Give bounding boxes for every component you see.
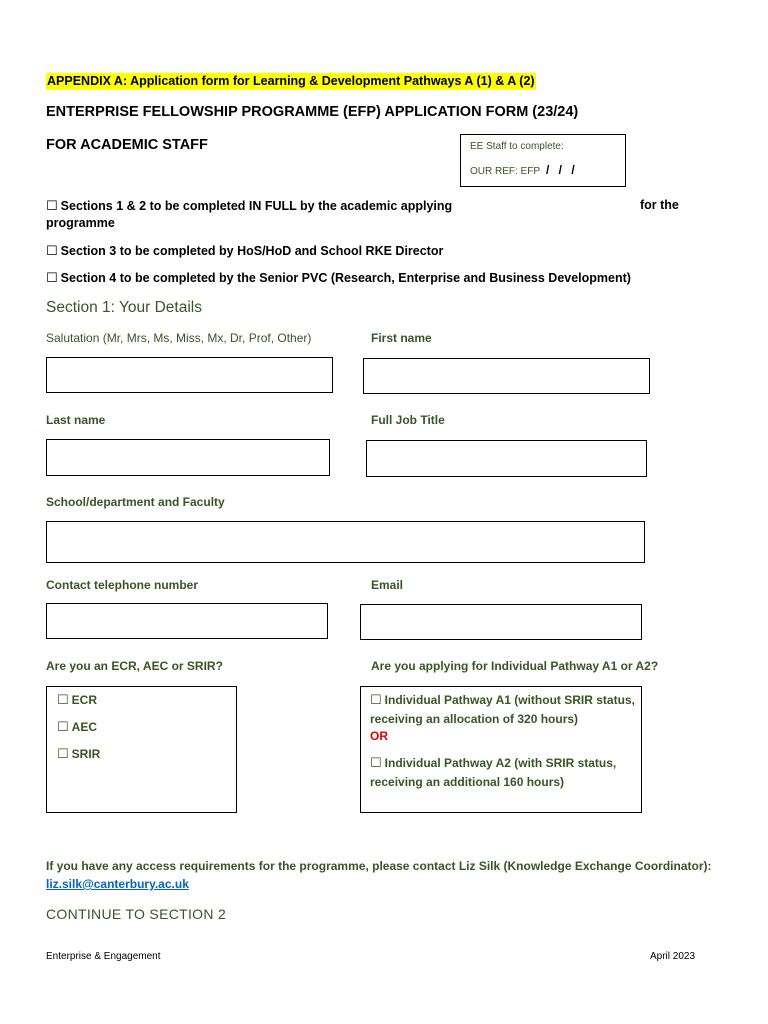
checkbox-icon[interactable]: ☐	[57, 692, 69, 707]
option-aec[interactable]: ☐ AEC	[57, 719, 97, 734]
salutation-label: Salutation (Mr, Mrs, Ms, Miss, Mx, Dr, Prof, Other)	[46, 331, 312, 345]
last-name-field[interactable]	[46, 439, 330, 476]
footer-right: April 2023	[650, 951, 696, 962]
our-ref-line	[470, 163, 578, 177]
section-note-1-tail: for the	[640, 198, 679, 212]
form-title: ENTERPRISE FELLOWSHIP PROGRAMME (EFP) APPLICATION FORM (23/24)	[46, 104, 579, 120]
option-pathway-a1[interactable]: ☐ Individual Pathway A1 (without SRIR status, receiving an allocation of 320 hours)	[370, 692, 635, 726]
option-srir[interactable]: ☐ SRIR	[57, 746, 101, 761]
access-note: If you have any access requirements for the programme, please contact Liz Silk (Knowledge Exchange Coordinator):	[46, 859, 712, 873]
footer-left: Enterprise & Engagement	[46, 951, 161, 962]
option-ecr[interactable]: ☐ ECR	[57, 692, 97, 707]
checkbox-icon[interactable]: ☐	[370, 755, 382, 770]
email-field[interactable]	[360, 604, 642, 640]
section-note-3-text: Section 4 to be completed by the Senior PVC (Research, Enterprise and Business Development)	[60, 271, 631, 285]
ee-staff-box	[460, 134, 626, 187]
checkbox-icon[interactable]: ☐	[370, 692, 382, 707]
ecr-options-box	[46, 686, 237, 813]
section-note-1	[46, 198, 452, 214]
checkbox-icon[interactable]: ☐	[57, 746, 69, 761]
school-label: School/department and Faculty	[46, 495, 225, 509]
option-pathway-a2[interactable]: ☐ Individual Pathway A2 (with SRIR status, receiving an additional 160 hours)	[370, 755, 617, 789]
checkbox-icon[interactable]: ☐	[57, 719, 69, 734]
pathway-options-box	[360, 686, 642, 813]
section-note-2	[46, 243, 443, 259]
first-name-label: First name	[371, 331, 432, 345]
ee-staff-label: EE Staff to complete:	[470, 141, 564, 152]
pathway-question: Are you applying for Individual Pathway A1 or A2?	[371, 659, 659, 673]
contact-email-link[interactable]: liz.silk@canterbury.ac.uk	[46, 877, 189, 891]
phone-field[interactable]	[46, 603, 328, 639]
job-title-field[interactable]	[366, 440, 647, 477]
last-name-label: Last name	[46, 413, 106, 427]
section-note-2-text: Section 3 to be completed by HoS/HoD and School RKE Director	[60, 244, 444, 258]
phone-label: Contact telephone number	[46, 578, 199, 592]
section1-heading: Section 1: Your Details	[46, 299, 202, 316]
job-title-label: Full Job Title	[371, 413, 445, 427]
section-note-1-cont: programme	[46, 216, 115, 230]
first-name-field[interactable]	[363, 358, 650, 394]
continue-label: CONTINUE TO SECTION 2	[46, 906, 227, 922]
section-note-1-text: Sections 1 & 2 to be completed IN FULL by the academic applying	[60, 199, 453, 213]
appendix-heading: APPENDIX A: Application form for Learning & Development Pathways A (1) & A (2)	[47, 74, 535, 88]
our-ref-value: / / /	[546, 163, 578, 177]
our-ref-label: OUR REF: EFP	[470, 166, 541, 177]
ecr-question: Are you an ECR, AEC or SRIR?	[46, 659, 223, 673]
school-field[interactable]	[46, 521, 645, 563]
salutation-field[interactable]	[46, 357, 333, 393]
checkbox-icon[interactable]: ☐	[46, 270, 58, 285]
email-label: Email	[371, 578, 404, 592]
or-label: OR	[370, 729, 388, 743]
section-note-3	[46, 270, 631, 286]
checkbox-icon[interactable]: ☐	[46, 198, 58, 213]
form-subtitle: FOR ACADEMIC STAFF	[46, 137, 208, 153]
checkbox-icon[interactable]: ☐	[46, 243, 58, 258]
